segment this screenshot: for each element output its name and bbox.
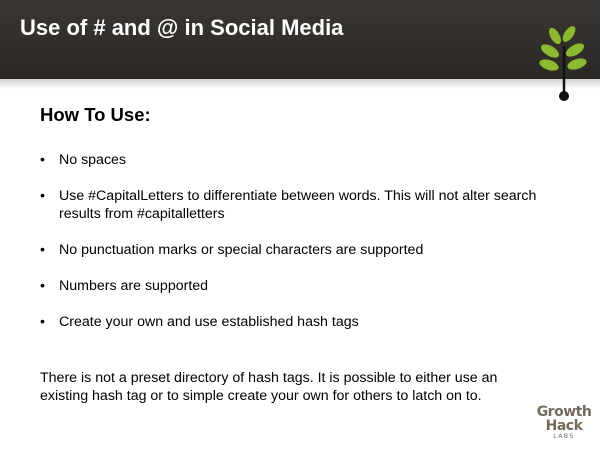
sprout-leaf-bottom-left bbox=[538, 57, 560, 73]
brand-line-labs: LABS bbox=[553, 433, 575, 440]
brand-line-hack: Hack bbox=[545, 418, 583, 434]
header-shadow bbox=[0, 79, 600, 89]
bullet-text: Numbers are supported bbox=[59, 278, 209, 294]
bullet-item bbox=[40, 313, 580, 331]
bullet-text: Use #CapitalLetters to differentiate between words. This will not alter search results from #capitalletters bbox=[59, 188, 537, 222]
bullet-text: Create your own and use established hash tags bbox=[59, 314, 359, 330]
sprout-leaf-top-left bbox=[547, 26, 564, 46]
sprout-leaf-bottom-right bbox=[566, 56, 588, 72]
section-heading: How To Use: bbox=[40, 104, 151, 125]
bullet-item bbox=[40, 277, 580, 295]
bullet-marker: • bbox=[40, 242, 45, 258]
bullet-item bbox=[40, 241, 580, 259]
bullet-item bbox=[40, 151, 580, 169]
bullet-marker: • bbox=[40, 188, 45, 204]
brand-logo bbox=[531, 405, 597, 441]
sprout-leaf-mid-right bbox=[564, 41, 586, 60]
bullet-marker: • bbox=[40, 152, 45, 168]
sprout-icon bbox=[536, 24, 592, 104]
bullet-marker: • bbox=[40, 278, 45, 294]
sprout-root-dot bbox=[559, 91, 569, 101]
bullet-marker: • bbox=[40, 314, 45, 330]
brand-line-growth: Growth bbox=[536, 404, 592, 420]
sprout-leaf-mid-left bbox=[539, 42, 561, 61]
sprout-leaf-top-right bbox=[560, 24, 578, 44]
bullet-text: No spaces bbox=[59, 152, 127, 168]
bullet-list bbox=[40, 151, 580, 349]
bullet-item bbox=[40, 187, 580, 223]
slide-title: Use of # and @ in Social Media bbox=[20, 15, 344, 40]
bullet-text: No punctuation marks or special characters are supported bbox=[59, 242, 424, 258]
closing-paragraph: There is not a preset directory of hash tags. It is possible to either use an existing hash tag or to simple create your own for others to latch on to. bbox=[40, 370, 498, 404]
